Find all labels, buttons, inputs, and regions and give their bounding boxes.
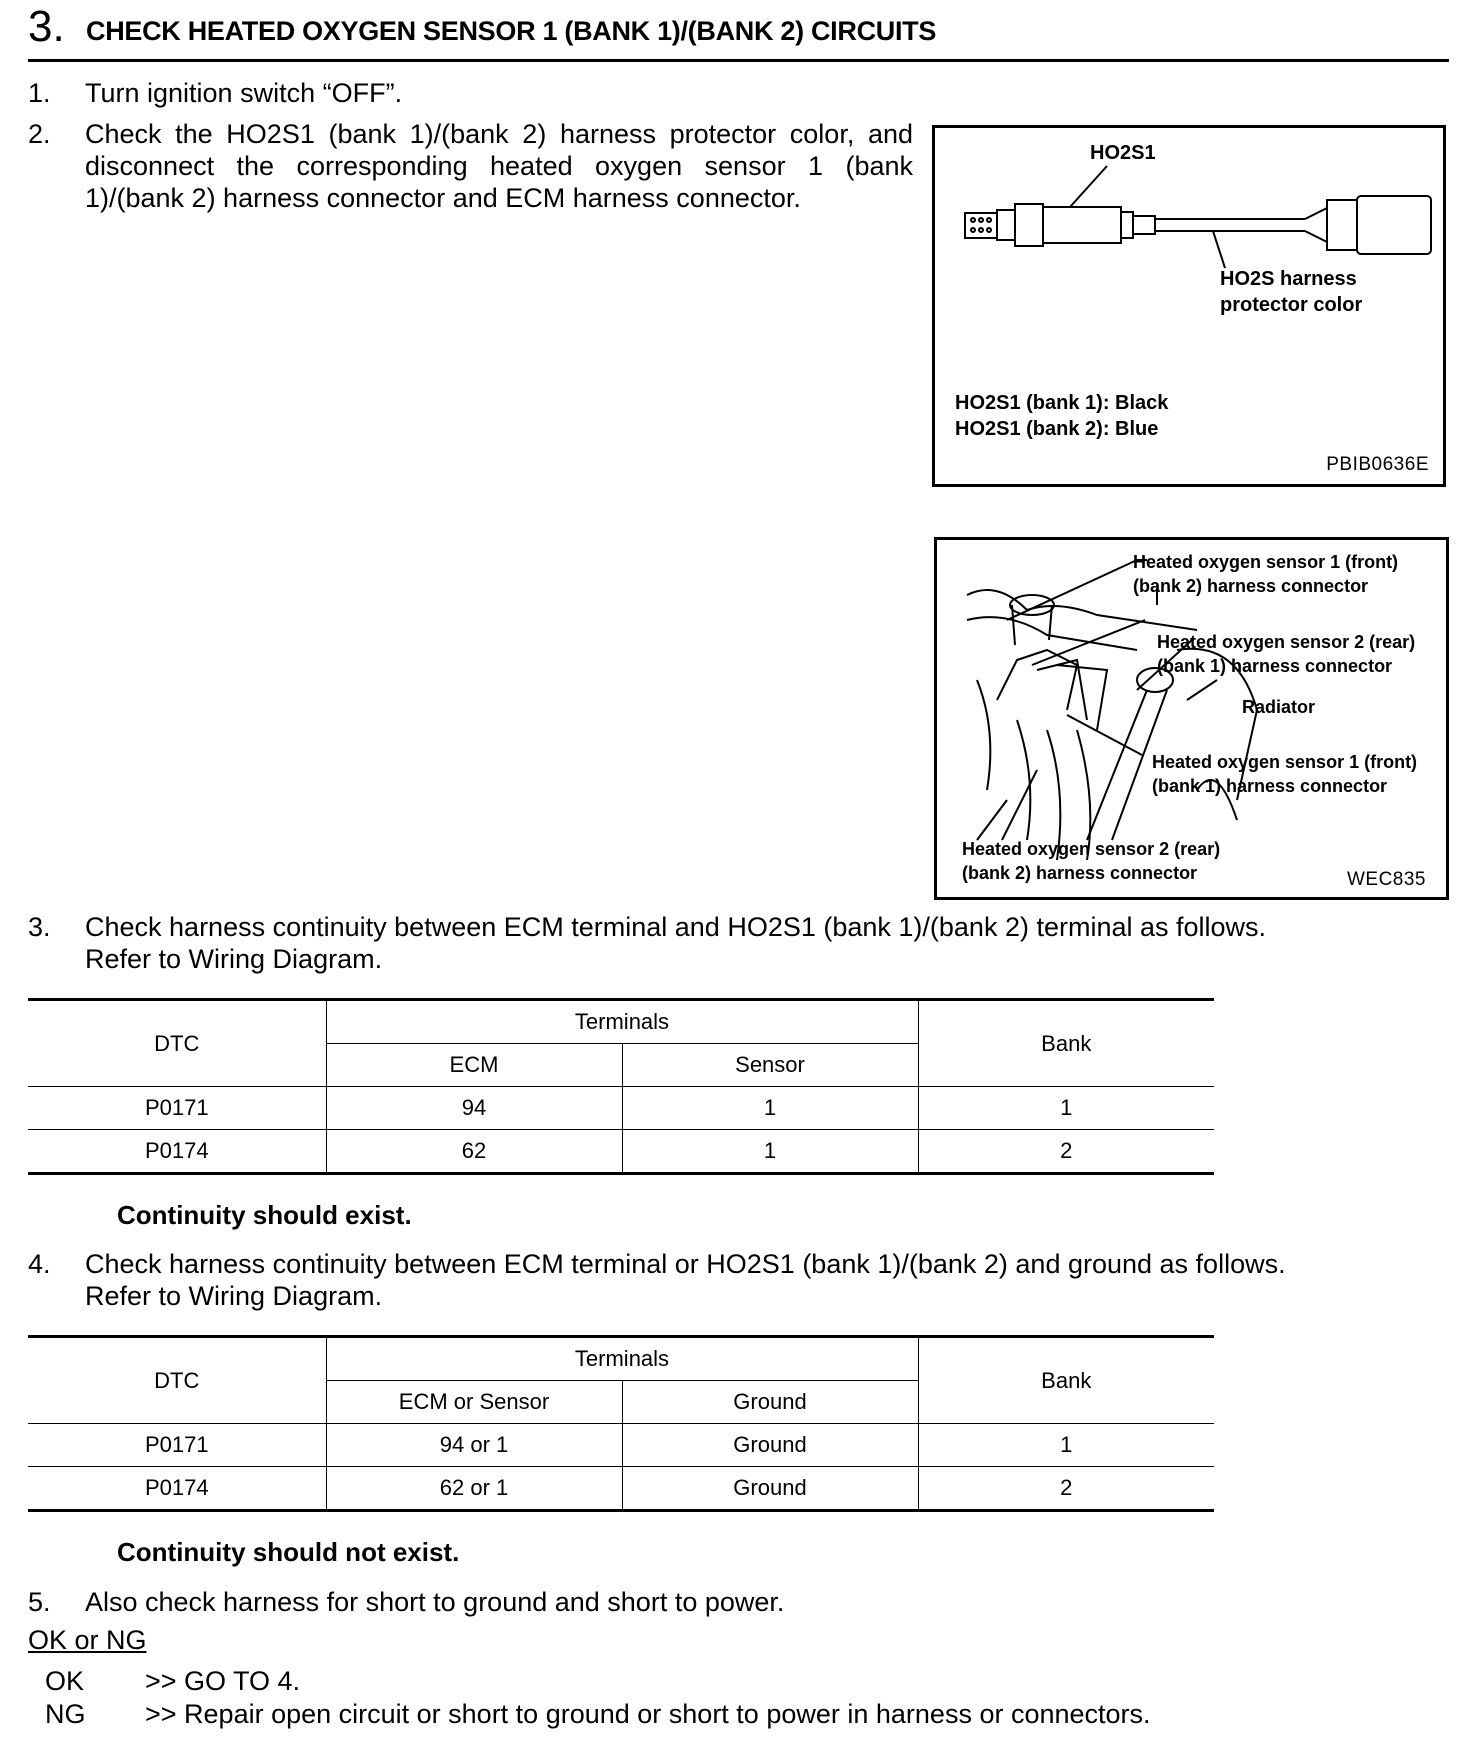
sensor-label: HO2S1 [1090,142,1156,164]
result-action-ok: >> GO TO 4. [145,1666,301,1696]
cell-bank: 1 [918,1424,1214,1467]
item-line: Check harness continuity between ECM terminal or HO2S1 (bank 1)/(bank 2) and ground as follows. [85,1249,1286,1279]
callout-hos2-bank2 [962,837,1220,885]
header-ecm: ECM [326,1044,622,1087]
item-text [85,911,1266,975]
item-text: Check the HO2S1 (bank 1)/(bank 2) harness protector color, and disconnect the corresponding heated oxygen sensor 1 (bank 1)/(bank 2) harness connector and ECM harness connector. [85,119,913,213]
cell-ecm: 62 [326,1130,622,1174]
header-bank: Bank [918,1000,1214,1087]
item-text [85,1248,1286,1312]
callout-line: (bank 1) harness connector [1152,776,1388,796]
callout-hos1-bank2 [1133,550,1398,598]
continuity-table [28,998,1214,1175]
header-ground: Ground [622,1381,918,1424]
cell-bank: 1 [918,1087,1214,1130]
callout-hos2-bank1 [1157,630,1415,678]
callout-radiator: Radiator [1242,697,1316,717]
cell-sensor: 1 [622,1087,918,1130]
header-bank: Bank [918,1337,1214,1424]
continuity-result: Continuity should exist. [117,1200,412,1230]
item-number: 1. [28,78,51,108]
protector-label-line: HO2S harness [1220,268,1357,290]
cell-ecm: 94 [326,1087,622,1130]
cell-bank: 2 [918,1467,1214,1511]
table-row [28,1130,1214,1174]
cell-bank: 2 [918,1130,1214,1174]
cell-ecm-or-sensor: 62 or 1 [326,1467,622,1511]
ok-or-ng-heading: OK or NG [28,1625,147,1655]
cell-dtc: P0174 [28,1467,326,1511]
item-line: Refer to Wiring Diagram. [85,944,383,974]
callout-line: (bank 2) harness connector [962,863,1198,883]
table-row [28,1424,1214,1467]
cell-sensor: 1 [622,1130,918,1174]
result-key-ng: NG [45,1699,86,1729]
header-ecm-or-sensor: ECM or Sensor [326,1381,622,1424]
protector-label-line: protector color [1220,294,1363,316]
connector-location-figure [934,537,1449,900]
item-text: Turn ignition switch “OFF”. [85,78,403,108]
header-dtc: DTC [28,1337,326,1424]
figure-code: PBIB0636E [1326,454,1429,475]
result-action-ng: >> Repair open circuit or short to ground or short to power in harness or connectors. [145,1699,1151,1729]
callout-line: (bank 2) harness connector [1133,576,1369,596]
callout-line: Heated oxygen sensor 1 (front) [1133,552,1399,572]
item-number: 4. [28,1249,51,1279]
ground-continuity-table [28,1335,1214,1512]
cell-ground: Ground [622,1467,918,1511]
item-number: 5. [28,1587,51,1617]
color-legend-line: HO2S1 (bank 1): Black [955,392,1169,414]
callout-line: (bank 1) harness connector [1157,656,1393,676]
cell-ecm-or-sensor: 94 or 1 [326,1424,622,1467]
header-terminals: Terminals [326,1337,918,1381]
table-row [28,1467,1214,1511]
item-text: Also check harness for short to ground and short to power. [85,1587,785,1617]
item-number: 2. [28,119,51,149]
table-row [28,1087,1214,1130]
item-line: Refer to Wiring Diagram. [85,1281,383,1311]
header-dtc: DTC [28,1000,326,1087]
cell-dtc: P0171 [28,1424,326,1467]
header-terminals: Terminals [326,1000,918,1044]
continuity-result: Continuity should not exist. [117,1537,460,1567]
figure-code: WEC835 [1346,869,1426,890]
step-number: 3. [28,2,65,51]
cell-ground: Ground [622,1424,918,1467]
heading-rule [28,59,1449,62]
cell-dtc: P0171 [28,1087,326,1130]
callout-line: Heated oxygen sensor 2 (rear) [1157,632,1416,652]
color-legend-line: HO2S1 (bank 2): Blue [955,418,1159,440]
cell-dtc: P0174 [28,1130,326,1174]
sensor-figure [932,125,1446,487]
header-sensor: Sensor [622,1044,918,1087]
item-number: 3. [28,912,51,942]
item-line: Check harness continuity between ECM terminal and HO2S1 (bank 1)/(bank 2) terminal as follows. [85,912,1267,942]
step-title: CHECK HEATED OXYGEN SENSOR 1 (BANK 1)/(BANK 2) CIRCUITS [86,16,937,46]
callout-hos1-bank1 [1152,750,1417,798]
result-key-ok: OK [45,1666,85,1696]
callout-line: Heated oxygen sensor 1 (front) [1152,752,1418,772]
callout-line: Heated oxygen sensor 2 (rear) [962,839,1221,859]
